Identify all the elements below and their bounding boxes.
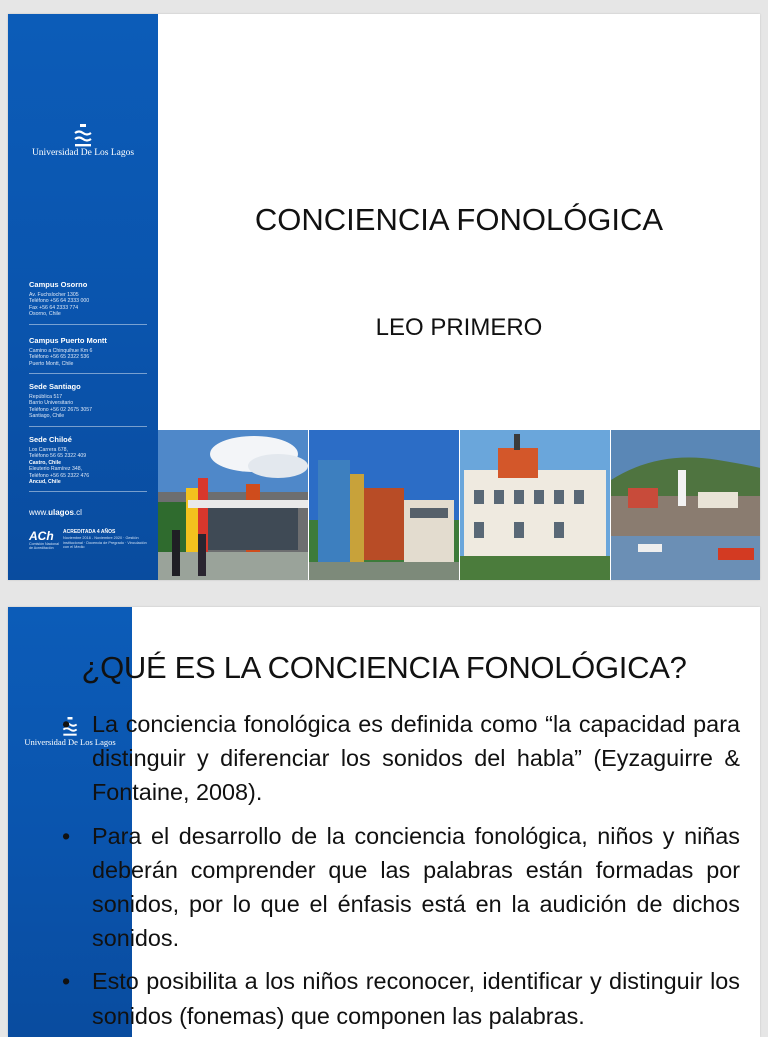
logo-wordmark: Universidad De Los Lagos: [31, 148, 135, 158]
campus-photos-image: [158, 430, 760, 580]
divider: [29, 324, 147, 325]
campus-line: Teléfono +56 65 2322 476: [29, 472, 90, 479]
slide-title: CONCIENCIA FONOLÓGICA: [254, 202, 664, 237]
accreditation-title: ACREDITADA 4 AÑOS: [63, 529, 116, 535]
campus-line: República 517: [29, 394, 63, 400]
accreditation-detail: Noviembre 2016 - Noviembre 2020 · Gestión institucional · Docencia de Pregrado · Vinculación con el Medio: [63, 536, 147, 550]
slide-subtitle: LEO PRIMERO: [375, 314, 543, 341]
divider: [29, 426, 147, 427]
bullet-text: Esto posibilita a los niños reconocer, identificar y distinguir los sonidos (fonemas) que componen las palabras.: [92, 968, 740, 1029]
divider: [29, 373, 147, 374]
campus-line: Eleuterio Ramírez 348,: [29, 466, 83, 473]
campus-osorno: [29, 280, 147, 325]
campus-line: Teléfono +56 64 2333 000: [29, 298, 90, 305]
sede-chiloe: [29, 435, 147, 492]
university-logo: [20, 124, 146, 158]
accreditation-badge: [29, 527, 147, 551]
divider: [29, 491, 147, 492]
campus-photo-3: [460, 430, 610, 580]
bullet-dot-icon: •: [62, 711, 71, 737]
campus-line: Santiago, Chile: [29, 413, 65, 420]
bullet-text: Para el desarrollo de la conciencia fonológica, niños y niñas deberán comprender que las palabras están formadas por sonidos, por lo que el énfasis está en la audición de dichos sonidos.: [92, 822, 740, 952]
campus-line: Ancud, Chile: [29, 479, 61, 486]
campus-puerto-montt: [29, 336, 147, 374]
website-link[interactable]: [29, 508, 82, 517]
slide-title: ¿QUÉ ES LA CONCIENCIA FONOLÓGICA?: [81, 650, 687, 685]
bullet-text: La conciencia fonológica es definida como “la capacidad para distinguir y diferenciar los sonidos del habla” (Eyzaguirre & Fontaine, 2008).: [92, 711, 740, 806]
campus-line: Teléfono 56 65 2322 409: [29, 453, 87, 460]
campus-line: Av. Fuchslocher 1305: [29, 292, 79, 298]
bullet-list: [60, 707, 740, 1037]
campus-line: Fax +56 64 2333 774: [29, 304, 79, 311]
bullet-item: [60, 819, 740, 956]
waves-logo-icon: [74, 124, 92, 148]
bullet-item: [60, 964, 740, 1032]
campus-line: Camino a Chinquihue Km 6: [29, 348, 93, 354]
campus-photo-strip: [158, 430, 760, 580]
content-slide: [8, 607, 760, 1037]
accreditation-caption: Comisión Nacional de Acreditación: [29, 542, 59, 550]
campus-line: Barrio Universitario: [29, 400, 74, 407]
bullet-dot-icon: •: [62, 968, 71, 995]
campus-photo-2: [309, 430, 459, 580]
accreditation-mark: ACh: [29, 529, 54, 543]
web-suffix: .cl: [73, 508, 82, 517]
campus-line: Teléfono +56 65 2322 536: [29, 354, 90, 361]
campus-name: Sede Chiloé: [29, 435, 72, 444]
sede-santiago: [29, 382, 147, 427]
campus-name: Campus Puerto Montt: [29, 336, 107, 345]
bullet-item: [60, 707, 740, 810]
bullet-dot-icon: •: [62, 822, 71, 849]
web-domain: ulagos: [48, 508, 74, 517]
campus-photo-1: [158, 430, 308, 580]
campus-line: Osorno, Chile: [29, 311, 61, 318]
campus-line: Castro, Chile: [29, 459, 61, 466]
web-prefix: www.: [29, 508, 49, 517]
campus-line: Puerto Montt, Chile: [29, 360, 74, 367]
campus-photo-4: [611, 430, 760, 580]
logo-wordmark: Universidad De Los Lagos: [24, 737, 116, 747]
campus-line: Teléfono +56 02 2675 3057: [29, 406, 93, 413]
campus-line: Los Carrera 678,: [29, 447, 68, 453]
campus-name: Sede Santiago: [29, 382, 81, 391]
campus-name: Campus Osorno: [29, 280, 88, 289]
title-slide: [8, 14, 760, 580]
brand-sidebar: [8, 14, 158, 580]
